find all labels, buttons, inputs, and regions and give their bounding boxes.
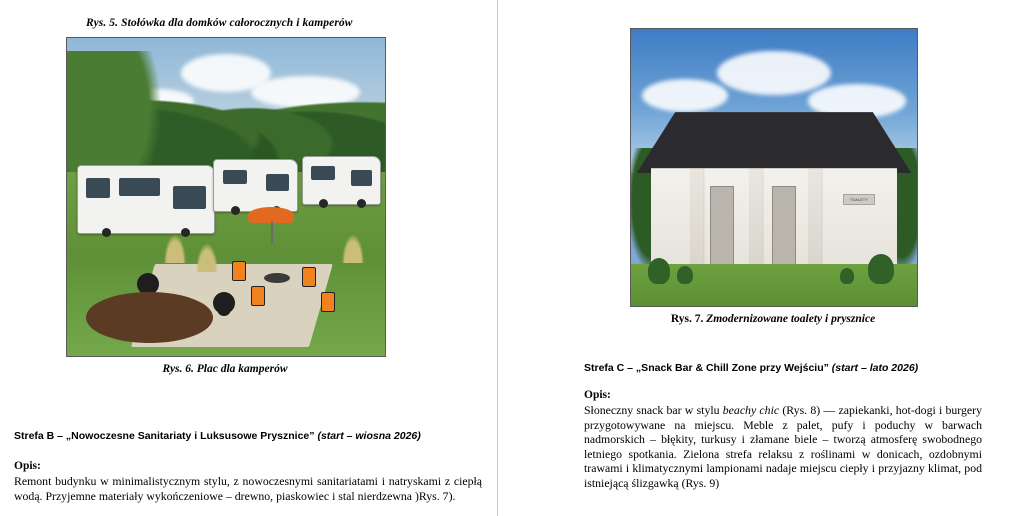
camper-windshield <box>173 186 206 209</box>
opis-text-c <box>584 403 982 491</box>
shrub <box>648 258 670 284</box>
opis-text-c-part2: (Rys. 8) — zapiekanki, hot-dogi i burgery przygotowywane na miejscu. Meble z palet, pufy i poduchy w barwach nadmorskich – błękity, turkusy i złamane biele – tworzą atmosferę swobodnego letniego spotkania. Zielona strefa relaksu z roślinami w donicach, ozdobnymi trawami i klimatycznymi lampionami nadaje miejscu ciepły i przyjazny klimat, pod istniejącą ślizgawką (Rys. 9) <box>584 403 982 490</box>
entrance-door <box>772 186 796 270</box>
opis-label-b: Opis: <box>14 460 41 472</box>
section-heading-strefa-b-italic: (start – wiosna 2026) <box>317 430 421 442</box>
patio-umbrella <box>248 207 294 223</box>
patio-chair <box>302 267 316 287</box>
patio-chair <box>232 261 246 281</box>
facade-pillar <box>749 169 761 269</box>
section-heading-strefa-b <box>14 430 484 442</box>
camper-wheel <box>319 199 328 208</box>
planting-bed <box>86 292 213 343</box>
camper-window <box>223 170 248 184</box>
ornamental-grass <box>162 229 188 263</box>
patio-chair <box>321 292 335 312</box>
building-roof <box>637 112 912 173</box>
figure-5-caption: Rys. 5. Stołówka dla domków całorocznych i kamperów <box>86 17 353 29</box>
right-page-column <box>498 0 1024 516</box>
opis-label-c: Opis: <box>584 389 611 401</box>
camper-windshield <box>351 170 372 186</box>
section-heading-strefa-c <box>584 362 1004 374</box>
figure-7-caption <box>630 313 916 325</box>
camper-vehicle <box>302 156 380 206</box>
camper-windshield <box>266 174 289 191</box>
camper-window <box>119 178 160 195</box>
camper-window <box>311 166 335 179</box>
shrub <box>868 254 894 284</box>
cloud-icon <box>642 79 728 112</box>
ornamental-grass <box>340 229 366 263</box>
section-heading-strefa-c-italic: (start – lato 2026) <box>831 362 919 374</box>
figure-7-image-toilets-building <box>630 28 918 307</box>
camper-vehicle <box>77 165 216 234</box>
figure-6-caption: Rys. 6. Plac dla kamperów <box>162 363 288 375</box>
section-heading-strefa-b-plain: Strefa B – „Nowoczesne Sanitariaty i Luksusowe Prysznice” <box>14 430 318 442</box>
toilet-sign: TOALETY <box>843 194 875 205</box>
section-heading-strefa-c-plain: Strefa C – „Snack Bar & Chill Zone przy Wejściu” <box>584 362 832 374</box>
camper-window <box>86 178 111 198</box>
figure-6-image-campers-area <box>66 37 386 357</box>
entrance-door <box>710 186 734 270</box>
facade-pillar <box>690 169 702 269</box>
patio-chair <box>251 286 265 306</box>
facade-pillar <box>808 169 820 269</box>
shrub <box>840 268 854 284</box>
shrub <box>677 266 693 284</box>
opis-text-b: Remont budynku w minimalistycznym stylu, z nowoczesnymi sanitariatami i natryskami z ciepłą wodą. Przyjemne materiały wykończeniowe – drewno, piaskowiec i stal nierdzewna )Rys. 7). <box>14 474 482 503</box>
left-page-column <box>0 0 497 516</box>
opis-text-c-part1: Słoneczny snack bar w stylu <box>584 403 723 417</box>
opis-text-c-italic-phrase: beachy chic <box>722 403 780 417</box>
figure-7-caption-prefix: Rys. 7. <box>670 313 707 325</box>
camper-wheel <box>231 206 240 215</box>
building-facade <box>651 168 897 269</box>
camper-vehicle <box>213 159 298 212</box>
ornamental-grass <box>194 238 220 272</box>
figure-7-caption-title: Zmodernizowane toalety i prysznice <box>706 313 876 325</box>
